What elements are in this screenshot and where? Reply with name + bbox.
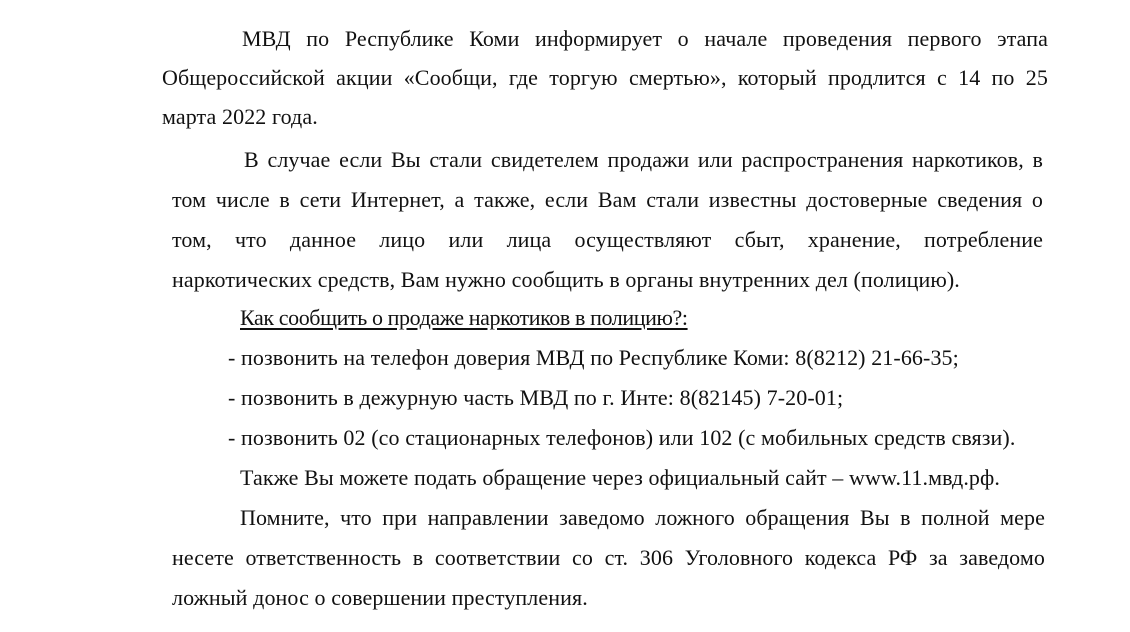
- paragraph-3-line-3: ложный донос о совершении преступления.: [172, 585, 588, 610]
- how-to-report-heading: Как сообщить о продаже наркотиков в полицию?:: [240, 305, 688, 330]
- paragraph-2-line-3: том, что данное лицо или лица осуществляют сбыт, хранение, потребление: [172, 227, 1043, 252]
- paragraph-1-line-3: марта 2022 года.: [162, 104, 318, 129]
- paragraph-2-line-2: том числе в сети Интернет, а также, если Вам стали известны достоверные сведения о: [172, 187, 1043, 212]
- report-option-emergency: - позвонить 02 (со стационарных телефонов) или 102 (с мобильных средств связи).: [228, 425, 1016, 450]
- report-option-trust-line: - позвонить на телефон доверия МВД по Республике Коми: 8(8212) 21-66-35;: [228, 345, 959, 370]
- website-note: Также Вы можете подать обращение через официальный сайт – www.11.мвд.рф.: [240, 465, 1000, 490]
- paragraph-2-line-4: наркотических средств, Вам нужно сообщить в органы внутренних дел (полицию).: [172, 267, 960, 292]
- report-option-duty-unit: - позвонить в дежурную часть МВД по г. Инте: 8(82145) 7-20-01;: [228, 385, 844, 410]
- paragraph-3-line-2: несете ответственность в соответствии со ст. 306 Уголовного кодекса РФ за заведомо: [172, 545, 1045, 570]
- paragraph-1-line-2: Общероссийской акции «Сообщи, где торгую смертью», который продлится с 14 по 25: [162, 65, 1048, 90]
- paragraph-3-line-1: Помните, что при направлении заведомо ложного обращения Вы в полной мере: [240, 505, 1045, 530]
- paragraph-1-line-1: МВД по Республике Коми информирует о начале проведения первого этапа: [242, 26, 1048, 51]
- paragraph-2-line-1: В случае если Вы стали свидетелем продажи или распространения наркотиков, в: [244, 147, 1043, 172]
